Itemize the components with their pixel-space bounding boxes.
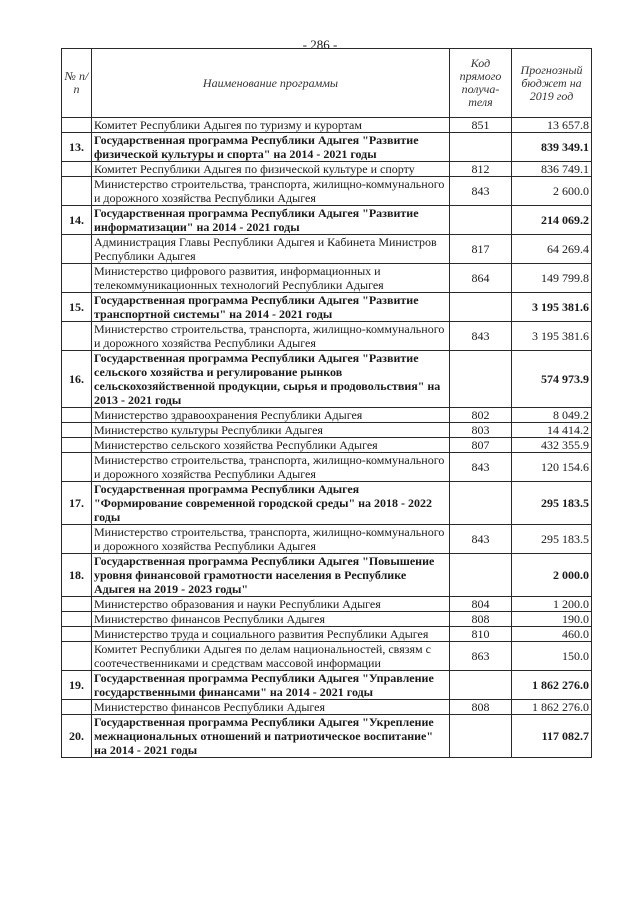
row-number: 16. xyxy=(62,351,92,408)
program-name: Государственная программа Республики Адыгея "Управление государственными финансами" на 2014 - 2021 годы xyxy=(92,671,450,700)
recipient-row xyxy=(62,612,592,627)
program-name: Государственная программа Республики Адыгея "Развитие транспортной системы" на 2014 - 2021 годы xyxy=(92,293,450,322)
budget-table xyxy=(61,48,592,758)
row-number: 19. xyxy=(62,671,92,700)
recipient-name: Министерство цифрового развития, информационных и телекоммуникационных технологий Республики Адыгея xyxy=(92,264,450,293)
budget-amount: 3 195 381.6 xyxy=(512,322,592,351)
program-row xyxy=(62,554,592,597)
recipient-name: Министерство строительства, транспорта, жилищно-коммунального и дорожного хозяйства Республики Адыгея xyxy=(92,322,450,351)
recipient-code xyxy=(450,554,512,597)
row-number xyxy=(62,597,92,612)
recipient-code xyxy=(450,133,512,162)
recipient-code: 810 xyxy=(450,627,512,642)
recipient-name: Комитет Республики Адыгея по туризму и курортам xyxy=(92,118,450,133)
recipient-code xyxy=(450,351,512,408)
recipient-row xyxy=(62,177,592,206)
recipient-row xyxy=(62,264,592,293)
row-number xyxy=(62,612,92,627)
recipient-name: Министерство строительства, транспорта, жилищно-коммунального и дорожного хозяйства Республики Адыгея xyxy=(92,525,450,554)
row-number: 20. xyxy=(62,715,92,758)
row-number: 14. xyxy=(62,206,92,235)
budget-amount: 120 154.6 xyxy=(512,453,592,482)
recipient-row xyxy=(62,408,592,423)
recipient-name: Министерство здравоохранения Республики Адыгея xyxy=(92,408,450,423)
recipient-code: 807 xyxy=(450,438,512,453)
header-forecast-budget: Прогнозный бюджет на 2019 год xyxy=(512,49,592,118)
program-row xyxy=(62,351,592,408)
program-row xyxy=(62,293,592,322)
recipient-row xyxy=(62,118,592,133)
row-number: 15. xyxy=(62,293,92,322)
table-header-row xyxy=(62,49,592,118)
recipient-name: Министерство культуры Республики Адыгея xyxy=(92,423,450,438)
recipient-row xyxy=(62,438,592,453)
row-number xyxy=(62,642,92,671)
header-number: № п/п xyxy=(62,49,92,118)
budget-amount: 836 749.1 xyxy=(512,162,592,177)
recipient-name: Министерство образования и науки Республики Адыгея xyxy=(92,597,450,612)
program-row xyxy=(62,715,592,758)
recipient-code: 863 xyxy=(450,642,512,671)
program-row xyxy=(62,133,592,162)
recipient-code: 803 xyxy=(450,423,512,438)
budget-amount: 1 862 276.0 xyxy=(512,671,592,700)
row-number xyxy=(62,627,92,642)
program-name: Государственная программа Республики Адыгея "Укрепление межнациональных отношений и патриотическое воспитание" на 2014 - 2021 годы xyxy=(92,715,450,758)
row-number xyxy=(62,118,92,133)
row-number xyxy=(62,453,92,482)
recipient-row xyxy=(62,322,592,351)
page-number: - 286 - xyxy=(302,37,338,52)
recipient-row xyxy=(62,525,592,554)
recipient-code xyxy=(450,482,512,525)
recipient-name: Министерство труда и социального развития Республики Адыгея xyxy=(92,627,450,642)
program-row xyxy=(62,482,592,525)
row-number xyxy=(62,264,92,293)
budget-amount: 3 195 381.6 xyxy=(512,293,592,322)
recipient-code xyxy=(450,715,512,758)
recipient-code xyxy=(450,206,512,235)
budget-amount: 574 973.9 xyxy=(512,351,592,408)
recipient-code: 843 xyxy=(450,177,512,206)
budget-amount: 8 049.2 xyxy=(512,408,592,423)
recipient-name: Министерство финансов Республики Адыгея xyxy=(92,700,450,715)
recipient-code: 817 xyxy=(450,235,512,264)
budget-amount: 1 200.0 xyxy=(512,597,592,612)
recipient-row xyxy=(62,453,592,482)
row-number xyxy=(62,408,92,423)
row-number xyxy=(62,438,92,453)
header-program-name: Наименование программы xyxy=(92,49,450,118)
budget-amount: 460.0 xyxy=(512,627,592,642)
row-number: 18. xyxy=(62,554,92,597)
recipient-code: 843 xyxy=(450,322,512,351)
budget-amount: 14 414.2 xyxy=(512,423,592,438)
recipient-code: 804 xyxy=(450,597,512,612)
recipient-row xyxy=(62,235,592,264)
recipient-row xyxy=(62,700,592,715)
budget-amount: 150.0 xyxy=(512,642,592,671)
recipient-name: Администрация Главы Республики Адыгея и Кабинета Министров Республики Адыгея xyxy=(92,235,450,264)
header-recipient-code: Код прямого получа-теля xyxy=(450,49,512,118)
recipient-code: 812 xyxy=(450,162,512,177)
budget-amount: 64 269.4 xyxy=(512,235,592,264)
recipient-code: 808 xyxy=(450,700,512,715)
recipient-name: Комитет Республики Адыгея по физической культуре и спорту xyxy=(92,162,450,177)
recipient-code: 864 xyxy=(450,264,512,293)
recipient-name: Министерство строительства, транспорта, жилищно-коммунального и дорожного хозяйства Республики Адыгея xyxy=(92,177,450,206)
program-name: Государственная программа Республики Адыгея "Развитие физической культуры и спорта" на 2014 - 2021 годы xyxy=(92,133,450,162)
recipient-code xyxy=(450,671,512,700)
recipient-row xyxy=(62,627,592,642)
budget-amount: 190.0 xyxy=(512,612,592,627)
recipient-name: Министерство строительства, транспорта, жилищно-коммунального и дорожного хозяйства Республики Адыгея xyxy=(92,453,450,482)
budget-amount: 2 000.0 xyxy=(512,554,592,597)
budget-amount: 149 799.8 xyxy=(512,264,592,293)
recipient-row xyxy=(62,162,592,177)
row-number xyxy=(62,423,92,438)
budget-amount: 117 082.7 xyxy=(512,715,592,758)
recipient-code: 843 xyxy=(450,453,512,482)
program-name: Государственная программа Республики Адыгея "Формирование современной городской среды" на 2018 - 2022 годы xyxy=(92,482,450,525)
budget-amount: 432 355.9 xyxy=(512,438,592,453)
budget-amount: 295 183.5 xyxy=(512,525,592,554)
row-number: 17. xyxy=(62,482,92,525)
program-name: Государственная программа Республики Адыгея "Развитие сельского хозяйства и регулирование рынков сельскохозяйственной продукции, сырья и продовольствия" на 2013 - 2021 годы xyxy=(92,351,450,408)
recipient-code: 802 xyxy=(450,408,512,423)
budget-amount: 13 657.8 xyxy=(512,118,592,133)
budget-amount: 1 862 276.0 xyxy=(512,700,592,715)
recipient-row xyxy=(62,597,592,612)
row-number: 13. xyxy=(62,133,92,162)
recipient-name: Комитет Республики Адыгея по делам национальностей, связям с соотечественниками и средствам массовой информации xyxy=(92,642,450,671)
recipient-code: 843 xyxy=(450,525,512,554)
row-number xyxy=(62,322,92,351)
recipient-code: 851 xyxy=(450,118,512,133)
row-number xyxy=(62,177,92,206)
program-row xyxy=(62,206,592,235)
row-number xyxy=(62,235,92,264)
recipient-name: Министерство сельского хозяйства Республики Адыгея xyxy=(92,438,450,453)
recipient-row xyxy=(62,423,592,438)
recipient-name: Министерство финансов Республики Адыгея xyxy=(92,612,450,627)
program-name: Государственная программа Республики Адыгея "Развитие информатизации" на 2014 - 2021 годы xyxy=(92,206,450,235)
budget-amount: 839 349.1 xyxy=(512,133,592,162)
budget-amount: 2 600.0 xyxy=(512,177,592,206)
recipient-code: 808 xyxy=(450,612,512,627)
program-row xyxy=(62,671,592,700)
recipient-code xyxy=(450,293,512,322)
row-number xyxy=(62,700,92,715)
program-name: Государственная программа Республики Адыгея "Повышение уровня финансовой грамотности населения в Республике Адыгея на 2019 - 2023 годы" xyxy=(92,554,450,597)
recipient-row xyxy=(62,642,592,671)
row-number xyxy=(62,162,92,177)
budget-amount: 214 069.2 xyxy=(512,206,592,235)
row-number xyxy=(62,525,92,554)
table-body xyxy=(62,118,592,758)
budget-amount: 295 183.5 xyxy=(512,482,592,525)
